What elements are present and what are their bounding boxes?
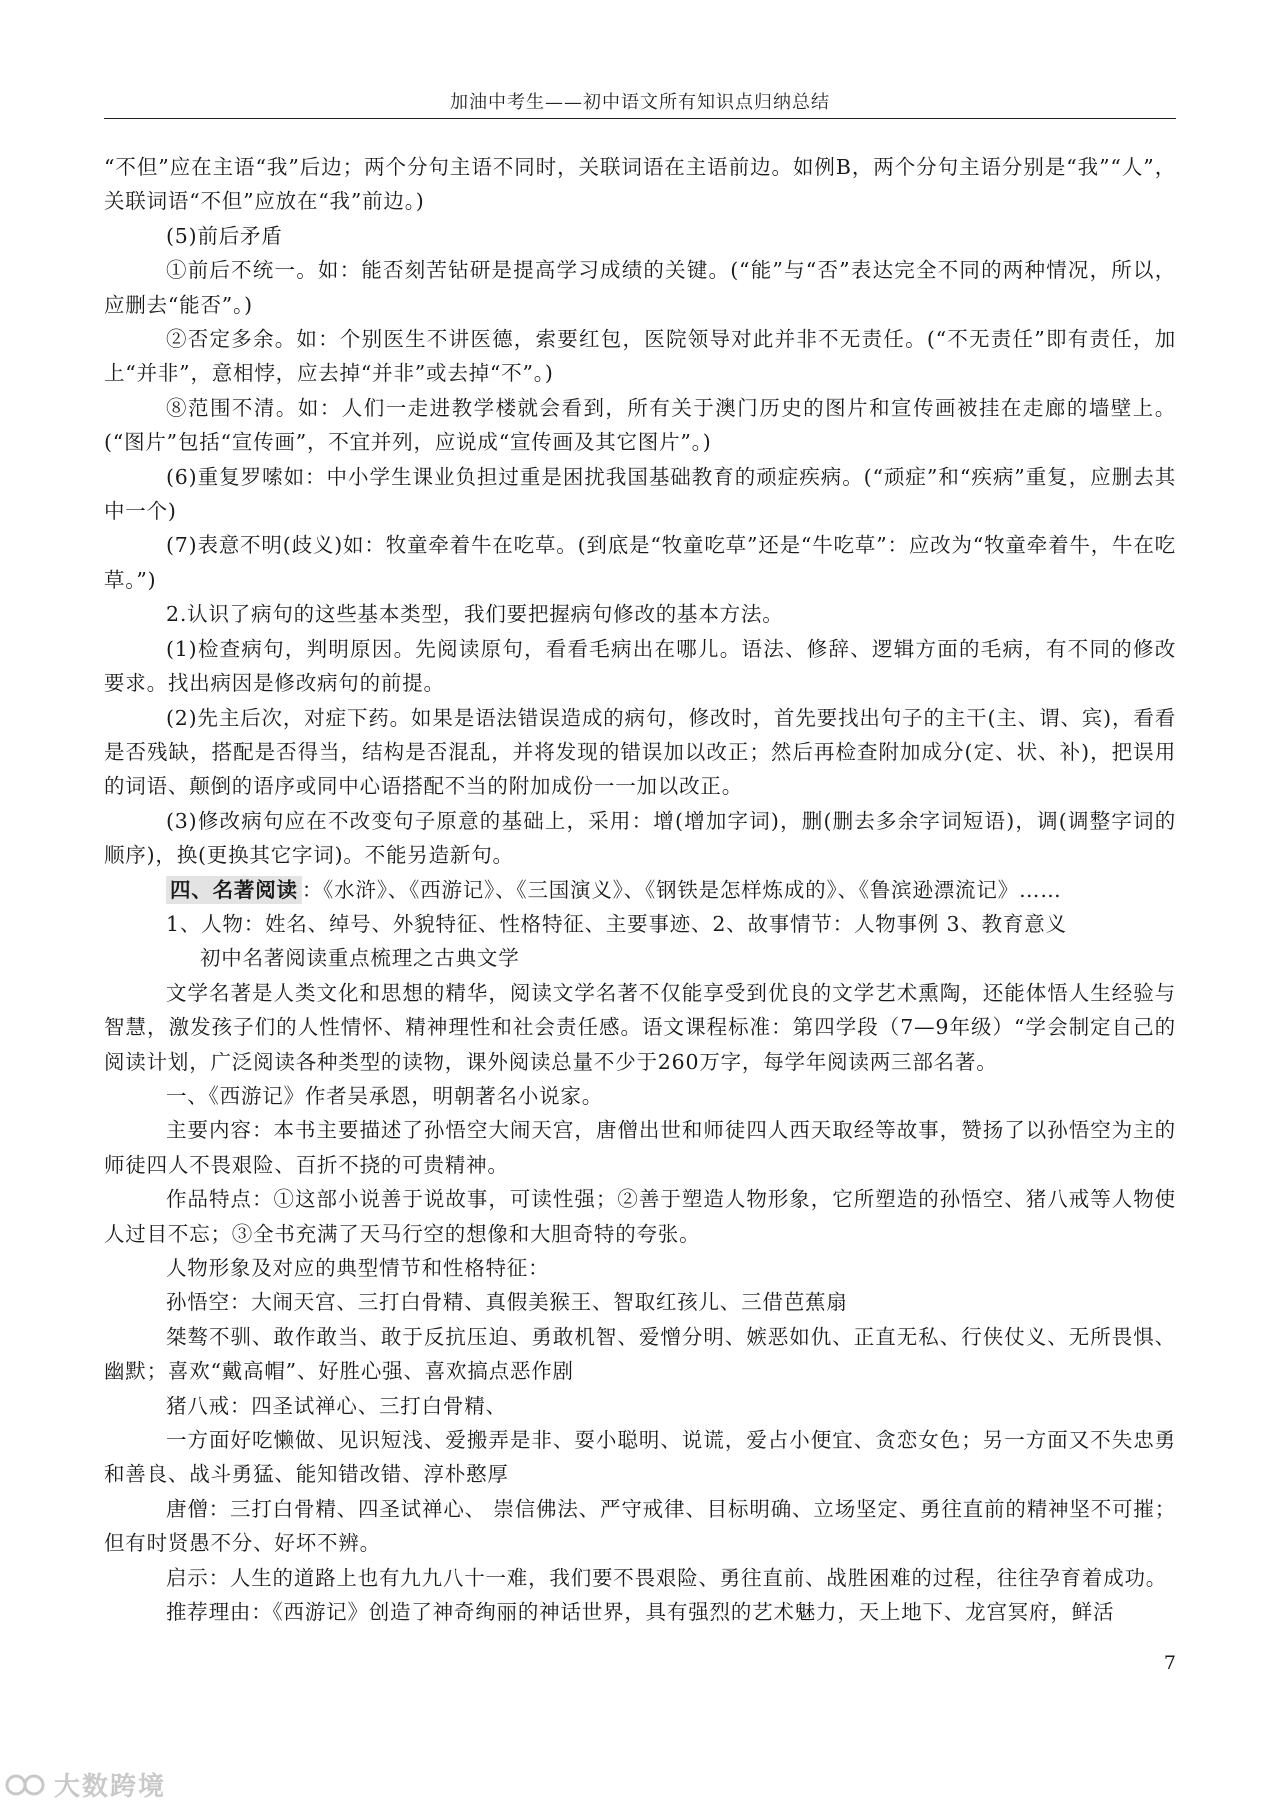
- paragraph: “不但”应在主语“我”后边；两个分句主语不同时，关联词语在主语前边。如例B，两个分句主语分别是“我”“人”，关联词语“不但”应放在“我”前边。): [104, 155, 1176, 214]
- paragraph: 一、《西游记》作者吴承恩，明朝著名小说家。: [166, 1083, 604, 1108]
- paragraph: 2.认识了病句的这些基本类型，我们要把握病句修改的基本方法。: [166, 602, 784, 627]
- paragraph: 孙悟空：大闹天宫、三打白骨精、真假美猴王、智取红孩儿、三借芭蕉扇: [166, 1290, 848, 1315]
- paragraph: 启示：人生的道路上也有九九八十一难，我们要不畏艰险、勇往直前、战胜困难的过程，往往孕育着成功。: [166, 1565, 1168, 1590]
- paragraph: ①前后不统一。如：能否刻苦钻研是提高学习成绩的关键。(“能”与“否”表达完全不同的两种情况，所以，应删去“能否”。): [104, 258, 1176, 317]
- paragraph: (7)表意不明(歧义)如：牧童牵着牛在吃草。(到底是“牧童吃草”还是“牛吃草”：应改为“牧童牵着牛，牛在吃草。”): [104, 533, 1176, 592]
- paragraph: (2)先主后次，对症下药。如果是语法错误造成的病句，修改时，首先要找出句子的主干(主、谓、宾)，看看是否残缺，搭配是否得当，结构是否混乱，并将发现的错误加以改正；然后再检查附加成分(定、状、补)，把误用的词语、颠倒的语序或同中心语搭配不当的附加成份一一加以改正。: [104, 705, 1176, 799]
- paragraph: (6)重复罗嗦如：中小学生课业负担过重是困扰我国基础教育的顽症疾病。(“顽症”和“疾病”重复，应删去其中一个): [104, 464, 1176, 524]
- paragraph: 主要内容：本书主要描述了孙悟空大闹天宫，唐僧出世和师徒四人西天取经等故事，赞扬了以孙悟空为主的师徒四人不畏艰险、百折不挠的可贵精神。: [104, 1118, 1176, 1177]
- paragraph: 猪八戒：四圣试禅心、三打白骨精、: [166, 1393, 507, 1418]
- header-title: 加油中考生——初中语文所有知识点归纳总结: [450, 92, 830, 113]
- section-book-list: ：《水浒》、《西游记》、《三国演义》、《钢铁是怎样炼成的》、《鲁滨逊漂流记》……: [301, 877, 1062, 902]
- document-body: [104, 150, 1176, 1629]
- paragraph: (1)检查病句，判明原因。先阅读原句，看看毛病出在哪儿。语法、修辞、逻辑方面的毛病，有不同的修改要求。找出病因是修改病句的前提。: [104, 636, 1176, 696]
- page-header: [104, 88, 1176, 119]
- paragraph: 推荐理由：《西游记》创造了神奇绚丽的神话世界，具有强烈的艺术魅力，天上地下、龙宫冥府，鲜活: [166, 1600, 1115, 1625]
- subheading: 初中名著阅读重点梳理之古典文学: [200, 946, 520, 971]
- section-heading: 四、名著阅读: [166, 876, 302, 904]
- watermark-logo-icon: [4, 1770, 48, 1800]
- paragraph: 唐僧：三打白骨精、四圣试禅心、 崇信佛法、严守戒律、目标明确、立场坚定、勇往直前的精神坚不可摧；但有时贤愚不分、好坏不辨。: [104, 1496, 1176, 1556]
- paragraph: 1、人物：姓名、绰号、外貌特征、性格特征、主要事迹、2、故事情节：人物事例 3、教育意义: [166, 911, 1067, 936]
- page-number: 7: [1163, 1652, 1176, 1674]
- paragraph: 人物形象及对应的典型情节和性格特征：: [166, 1256, 550, 1280]
- paragraph: 作品特点：①这部小说善于说故事，可读性强；②善于塑造人物形象，它所塑造的孙悟空、猪八戒等人物使人过目不忘；③全书充满了天马行空的想像和大胆奇特的夸张。: [104, 1187, 1176, 1246]
- paragraph: 文学名著是人类文化和思想的精华，阅读文学名著不仅能享受到优良的文学艺术熏陶，还能体悟人生经验与智慧，激发孩子们的人性情怀、精神理性和社会责任感。语文课程标准：第四学段（7—9年级）“学会制定自己的阅读计划，广泛阅读各种类型的读物，课外阅读总量不少于260万字，每学年阅读两三部名著。: [104, 980, 1176, 1074]
- watermark-text: 大数跨境: [54, 1772, 167, 1802]
- section-heading-line: [104, 873, 1176, 907]
- paragraph: 桀骜不驯、敢作敢当、敢于反抗压迫、勇敢机智、爱憎分明、嫉恶如仇、正直无私、行侠仗义、无所畏惧、幽默；喜欢“戴高帽”、好胜心强、喜欢搞点恶作剧: [104, 1324, 1176, 1384]
- paragraph: ②否定多余。如：个别医生不讲医德，索要红包，医院领导对此并非不无责任。(“不无责任”即有责任，加上“并非”，意相悖，应去掉“并非”或去掉“不”。): [104, 327, 1176, 386]
- paragraph: (3)修改病句应在不改变句子原意的基础上，采用：增(增加字词)，删(删去多余字词短语)，调(调整字词的顺序)，换(更换其它字词)。不能另造新句。: [104, 808, 1176, 868]
- watermark: [4, 1766, 166, 1803]
- paragraph: ⑧范围不清。如：人们一走进教学楼就会看到，所有关于澳门历史的图片和宣传画被挂在走廊的墙壁上。(“图片”包括“宣传画”，不宜并列，应说成“宣传画及其它图片”。): [104, 395, 1176, 455]
- paragraph: (5)前后矛盾: [166, 223, 283, 248]
- paragraph: 一方面好吃懒做、见识短浅、爱搬弄是非、耍小聪明、说谎，爱占小便宜、贪恋女色；另一方面又不失忠勇和善良、战斗勇猛、能知错改错、淳朴憨厚: [104, 1428, 1176, 1487]
